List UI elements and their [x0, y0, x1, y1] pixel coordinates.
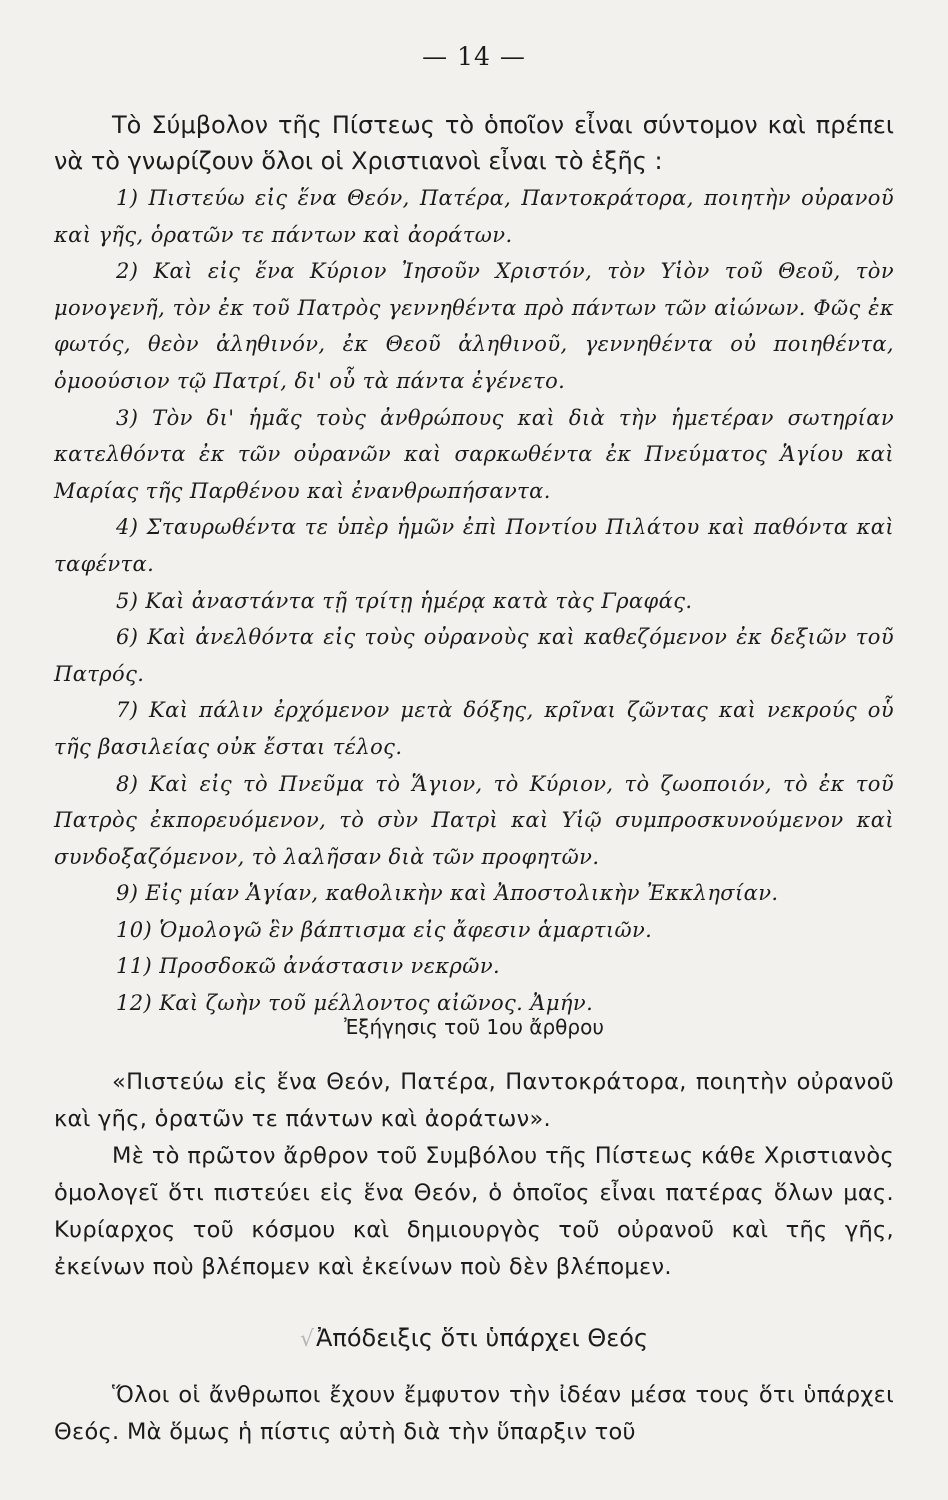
section-heading-explanation: Ἐξήγησις τοῦ 1ου ἄρθρου — [344, 1015, 604, 1039]
creed-article-1: 1) Πιστεύω εἰς ἕνα Θεόν, Πατέρα, Παντοκράτορα, ποιητὴν οὐρανοῦ καὶ γῆς, ὁρατῶν τε πάντων καὶ ἀοράτων. — [54, 186, 894, 247]
creed-article-10: 10) Ὁμολογῶ ἓν βάπτισμα εἰς ἄφεσιν ἁμαρτιῶν. — [116, 917, 653, 942]
creed-article-5: 5) Καὶ ἀναστάντα τῇ τρίτῃ ἡμέρᾳ κατὰ τὰς Γραφάς. — [116, 588, 693, 613]
explanation-section — [54, 1064, 894, 1286]
creed-article-4: 4) Σταυρωθέντα τε ὑπὲρ ἡμῶν ἐπὶ Ποντίου Πιλάτου καὶ παθόντα καὶ ταφέντα. — [54, 515, 894, 576]
creed-article-3: 3) Τὸν δι' ἡμᾶς τοὺς ἀνθρώπους καὶ διὰ τὴν ἡμετέραν σωτηρίαν κατελθόντα ἐκ τῶν οὐρανῶν καὶ σαρκωθέντα ἐκ Πνεύματος Ἁγίου καὶ Μαρίας τῆς Παρθένου καὶ ἐνανθρωπήσαντα. — [54, 405, 894, 503]
proof-paragraph: Ὅλοι οἱ ἄνθρωποι ἔχουν ἔμφυτον τὴν ἰδέαν μέσα τους ὅτι ὑπάρχει Θεός. Μὰ ὅμως ἡ πίστις αὐτὴ διὰ τὴν ὕπαρξιν τοῦ — [54, 1382, 894, 1445]
creed-article-8: 8) Καὶ εἰς τὸ Πνεῦμα τὸ Ἅγιον, τὸ Κύριον, τὸ ζωοποιόν, τὸ ἐκ τοῦ Πατρὸς ἐκπορευόμενον, τὸ σὺν Πατρὶ καὶ Υἱῷ συμπροσκυνούμενον καὶ συνδοξαζόμενον, τὸ λαλῆσαν διὰ τῶν προφητῶν. — [54, 771, 894, 869]
page-number: — 14 — — [422, 42, 526, 71]
creed-article-9: 9) Εἰς μίαν Ἁγίαν, καθολικὴν καὶ Ἀποστολικὴν Ἐκκλησίαν. — [116, 881, 779, 906]
intro-text: Τὸ Σύμβολον τῆς Πίστεως τὸ ὁποῖον εἶναι σύντομον καὶ πρέπει νὰ τὸ γνωρίζουν ὅλοι οἱ Χριστιανοὶ εἶναι τὸ ἑξῆς : — [54, 111, 894, 175]
section-heading-proof — [0, 1322, 948, 1356]
creed-article-12: 12) Καὶ ζωὴν τοῦ μέλλοντος αἰῶνος. Ἀμήν. — [116, 991, 594, 1016]
creed-list — [54, 180, 894, 1022]
section-heading-proof-text: Ἀπόδειξις ὅτι ὑπάρχει Θεός — [315, 1324, 649, 1352]
proof-section — [54, 1377, 894, 1451]
creed-article-6: 6) Καὶ ἀνελθόντα εἰς τοὺς οὐρανοὺς καὶ καθεζόμενον ἐκ δεξιῶν τοῦ Πατρός. — [54, 625, 894, 686]
intro-paragraph — [54, 107, 894, 179]
creed-article-11: 11) Προσδοκῶ ἀνάστασιν νεκρῶν. — [116, 954, 501, 979]
creed-article-7: 7) Καὶ πάλιν ἐρχόμενον μετὰ δόξης, κρῖναι ζῶντας καὶ νεκρούς οὗ τῆς βασιλείας οὐκ ἔσται τέλος. — [54, 698, 894, 759]
explanation-body: Μὲ τὸ πρῶτον ἄρθρον τοῦ Συμβόλου τῆς Πίστεως κάθε Χριστιανὸς ὁμολογεῖ ὅτι πιστεύει εἰς ἕνα Θεόν, ὁ ὁποῖος εἶναι πατέρας ὅλων μας. Κυρίαρχος τοῦ κόσμου καὶ δημιουργὸς τοῦ οὐρανοῦ καὶ τῆς γῆς, ἐκείνων ποὺ βλέπομεν καὶ ἐκείνων ποὺ δὲν βλέπομεν. — [54, 1143, 894, 1280]
pencil-check-mark-icon: √ — [299, 1327, 314, 1352]
creed-article-2: 2) Καὶ εἰς ἕνα Κύριον Ἰησοῦν Χριστόν, τὸν Υἱὸν τοῦ Θεοῦ, τὸν μονογενῆ, τὸν ἐκ τοῦ Πατρὸς γεννηθέντα πρὸ πάντων τῶν αἰώνων. Φῶς ἐκ φωτός, θεὸν ἀληθινόν, ἐκ Θεοῦ ἀληθινοῦ, γεννηθέντα οὐ ποιηθέντα, ὁμοούσιον τῷ Πατρί, δι' οὗ τὰ πάντα ἐγένετο. — [54, 259, 894, 393]
explanation-quote: «Πιστεύω εἰς ἕνα Θεόν, Πατέρα, Παντοκράτορα, ποιητὴν οὐρανοῦ καὶ γῆς, ὁρατῶν τε πάντων καὶ ἀοράτων». — [54, 1069, 894, 1132]
